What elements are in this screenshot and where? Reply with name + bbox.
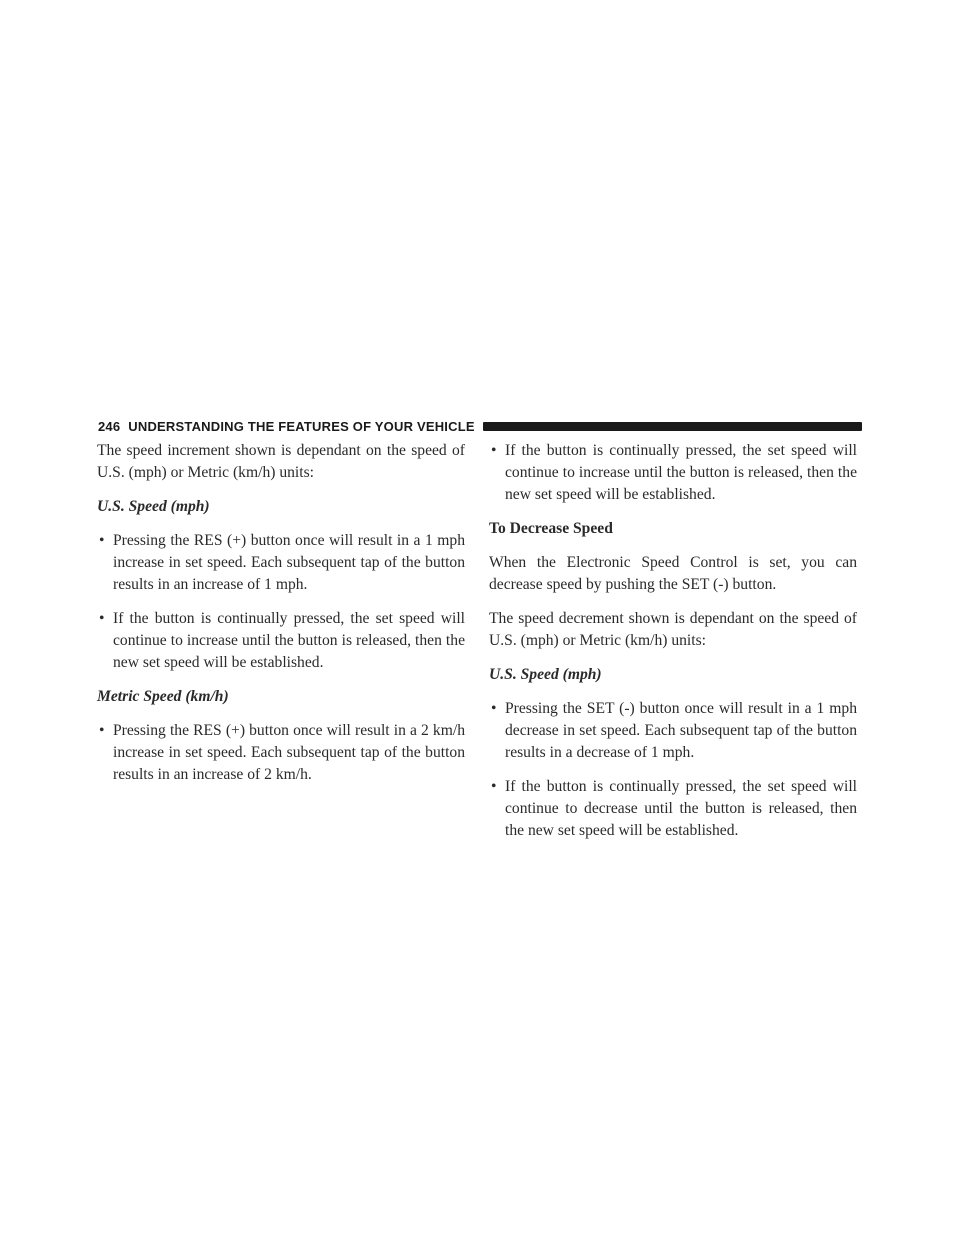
list-item-text: Pressing the SET (-) button once will result in a 1 mph decrease in set speed. Each subsequent tap of the button results in a decrease of 1 mph. [505,700,857,761]
list-item-text: If the button is continually pressed, the set speed will continue to increase until the button is released, then the new set speed will be established. [113,610,465,671]
list-item-text: If the button is continually pressed, the set speed will continue to decrease until the button is released, then the new set speed will be established. [505,778,857,839]
metric-speed-heading: Metric Speed (km/h) [97,688,229,705]
decrease-paragraph-2: The speed decrement shown is dependant on the speed of U.S. (mph) or Metric (km/h) units: [489,610,857,649]
list-item [489,776,857,842]
page-header [98,417,862,435]
right-column [489,440,857,854]
bullet-icon: • [491,700,497,717]
us-speed-list [97,530,465,674]
us-speed-heading: U.S. Speed (mph) [97,498,210,515]
us-speed-decrease-list [489,698,857,842]
list-item [97,720,465,786]
list-item-text: Pressing the RES (+) button once will result in a 1 mph increase in set speed. Each subsequent tap of the button results in an increase of 1 mph. [113,532,465,593]
list-item-text: Pressing the RES (+) button once will result in a 2 km/h increase in set speed. Each subsequent tap of the button results in an increase of 2 km/h. [113,722,465,783]
bullet-icon: • [99,610,105,627]
bullet-icon: • [99,722,105,739]
bullet-icon: • [99,532,105,549]
bullet-icon: • [491,778,497,795]
bullet-icon: • [491,442,497,459]
page-number: 246 [98,418,121,434]
list-item [97,608,465,674]
intro-paragraph: The speed increment shown is dependant on the speed of U.S. (mph) or Metric (km/h) units: [97,442,465,481]
list-item [97,530,465,596]
section-title: UNDERSTANDING THE FEATURES OF YOUR VEHICLE [128,418,475,434]
us-speed-heading-decrease: U.S. Speed (mph) [489,666,602,683]
header-rule [483,422,862,431]
left-column [97,440,465,798]
list-item [489,698,857,764]
decrease-paragraph-1: When the Electronic Speed Control is set, you can decrease speed by pushing the SET (-) button. [489,554,857,593]
list-item [489,440,857,506]
metric-speed-list-continued [489,440,857,506]
list-item-text: If the button is continually pressed, the set speed will continue to increase until the button is released, then the new set speed will be established. [505,442,857,503]
decrease-speed-heading: To Decrease Speed [489,520,613,537]
metric-speed-list [97,720,465,786]
